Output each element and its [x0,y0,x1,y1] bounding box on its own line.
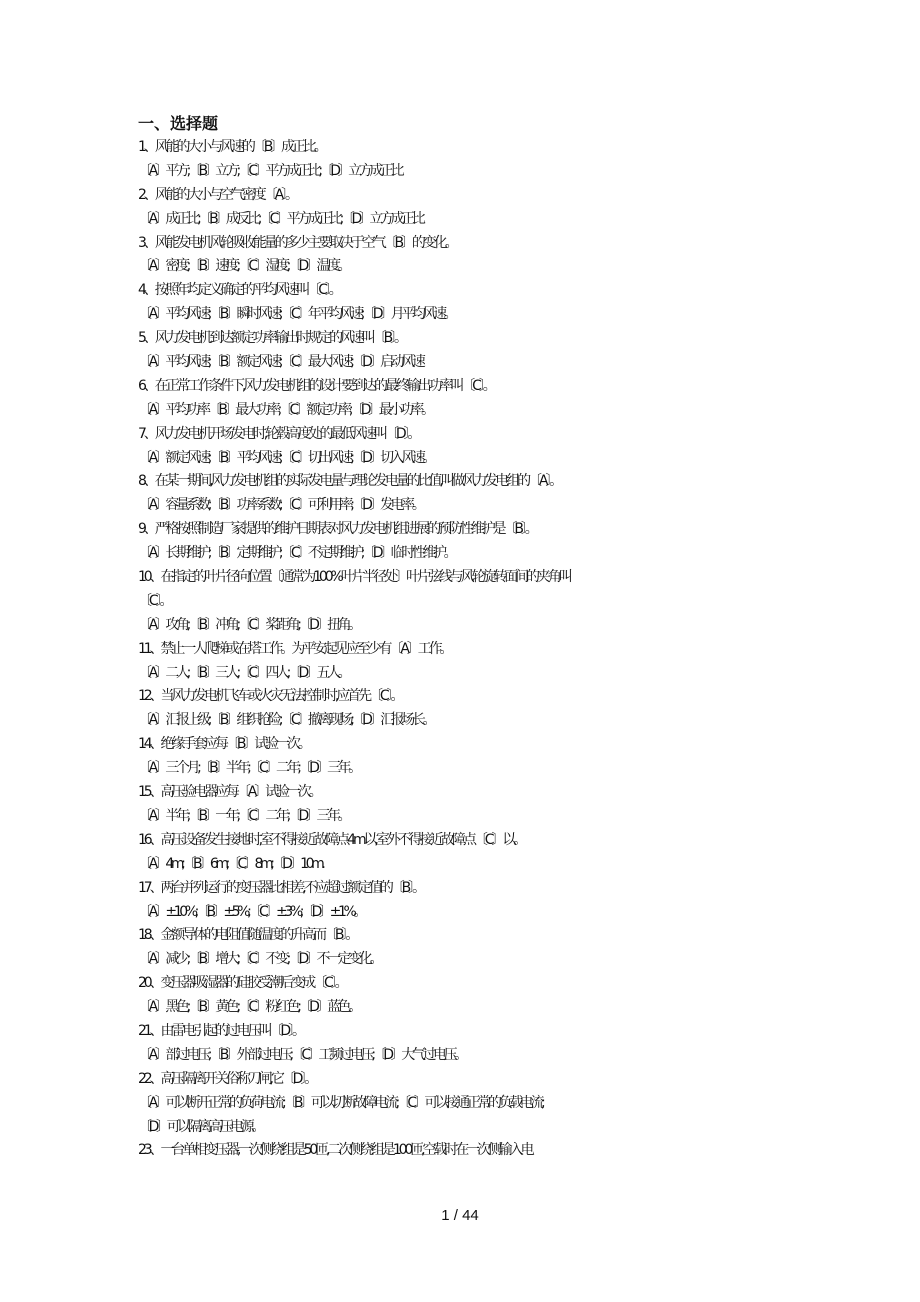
question-line: 1、风能的大小与风速的〔B〕成正比。 [138,139,325,155]
answer-options-line: 〔A〕汇报上级;〔B〕组织抢险;〔C〕撤离现场;〔D〕汇报场长。 [138,712,434,729]
question-line: 23、一台单相变压器,一次侧绕组是50匝,二次侧绕组是100匝,空载时在一次侧输入电 [138,1142,532,1159]
answer-options-line: 〔A〕平均风速;〔B〕瞬时风速;〔C〕年平均风速;〔D〕月平均风速。 [138,306,455,323]
question-line: 5、风力发电机到达额定功率输出时规定的风速叫〔B〕。 [138,330,405,347]
question-line: 21、由雷电引起的过电压叫〔D〕。 [138,1022,303,1039]
question-line: 17、两台并列运行的变压器比相差,不应超过额定值的〔B〕。 [138,879,423,896]
question-line: 3、风能发电机风轮吸收能量的多少主要取决于空气〔B〕的变化。 [138,234,456,251]
answer-options-line: 〔A〕4m;〔B〕6m;〔C〕8m;〔D〕10m. [138,855,323,872]
page-number: 1 / 44 [441,1207,479,1224]
answer-options-line: 〔A〕成正比;〔B〕成反比;〔C〕平方成正比;〔D〕立方成正比 [138,210,423,227]
answer-options-line: 〔A〕减少;〔B〕增大;〔C〕不变;〔D〕不一定变化。 [138,951,381,968]
question-line: 4、按照年均定义确定的平均风速叫〔C〕。 [138,282,340,299]
question-line: 18、金额导体的电阻值随温度的升高而〔B〕。 [138,927,357,944]
question-line: 20、变压器吸湿器的硅胶受潮后变成〔C〕。 [138,975,346,992]
section-title: 一、选择题 [138,114,219,133]
question-line: 8、在某一期间,风力发电机组的实际发电量与理论发电量的比值,叫做风力发电组的〔A〕。 [138,473,561,490]
question-line: 22、高压隔离开关俗称刀闸,它〔D〕。 [138,1070,316,1087]
question-line: 10、在指定的叶片径向位置〔通常为100%叶片半径处〕叶片弦线与风轮旋转面间的夹角叫 [138,569,570,586]
question-line: 〔C〕。 [138,592,171,609]
document-body [138,112,798,1163]
answer-options-line: 〔A〕平均功率〔B〕最大功率;〔C〕额定功率;〔D〕最小功率。 [138,401,432,418]
question-line: 15、高压验电器应每〔A〕试验一次。 [138,784,320,801]
question-line: 2、风能的大小与空气密度〔A〕。 [138,186,296,203]
answer-options-line: 〔A〕±10%;〔B〕±5%;〔C〕±3%;〔D〕±1%。 [138,903,364,920]
answer-options-line: 〔A〕容量系数;〔B〕功率系数;〔C〕可利用率;〔D〕发电率。 [138,497,423,514]
question-line: 14、绝缘手套应每〔B〕试验一次。 [138,736,309,753]
answer-options-line: 〔A〕额定风速;〔B〕平均风速;〔C〕切出风速;〔D〕切入风速。 [138,449,434,466]
question-line: 11、禁止一人爬梯或在塔工作。为平安起见应至少有〔A〕工作。 [138,640,451,657]
question-list [138,136,798,1163]
question-line: 7、风力发电机开场发电时,轮毂高度处的最低风速叫〔D〕。 [138,425,419,442]
answer-options-line: 〔A〕部过电压;〔B〕外部过电压;〔C〕工频过电压;〔D〕大气过电压。 [138,1046,465,1063]
question-line: 9、严格按照制造厂家提供的维护日期表对风力发电机组进展的预防性维护是〔B〕。 [138,521,536,538]
answer-options-line: 〔A〕半年;〔B〕一年;〔C〕二年;〔D〕三年。 [138,807,349,824]
answer-options-line: 〔A〕攻角;〔B〕冲角;〔C〕桨距角;〔D〕扭角。 [138,616,359,633]
answer-options-line: 〔A〕平均风速;〔B〕额定风速;〔C〕最大风速;〔D〕启动风速 [138,354,423,371]
answer-options-line: 〔A〕长期维护;〔B〕定期维护;〔C〕不定期维护;〔D〕临时性维护。 [138,545,455,562]
answer-options-line: 〔A〕密度;〔B〕速度;〔C〕湿度;〔D〕温度。 [138,258,349,275]
answer-options-line: 〔A〕平方;〔B〕立方;〔C〕平方成正比;〔D〕立方成正比 [138,162,402,179]
answer-options-line: 〔D〕可以隔离高压电源。 [138,1118,262,1135]
answer-options-line: 〔A〕黑色;〔B〕黄色;〔C〕粉红色;〔D〕蓝色。 [138,999,359,1016]
question-line: 12、当风力发电机飞车或火灾无法控制时,应首先〔C〕。 [138,688,402,705]
answer-options-line: 〔A〕可以断开正常的负荷电流;〔B〕可以切断故障电流;〔C〕可以接通正常的负载电流; [138,1094,543,1111]
answer-options-line: 〔A〕二人;〔B〕三人;〔C〕四人;〔D〕五人。 [138,664,349,681]
question-line: 6、在正常工作条件下,风力发电机组的设计要到达的最终输出功率叫〔C〕。 [138,377,494,394]
question-line: 16、高压设备发生接地时,室不得接近故障点4m以,室外不得接近故障点〔C〕以。 [138,831,525,848]
answer-options-line: 〔A〕三个月;〔B〕半年;〔C〕二年;〔D〕三年。 [138,760,359,777]
